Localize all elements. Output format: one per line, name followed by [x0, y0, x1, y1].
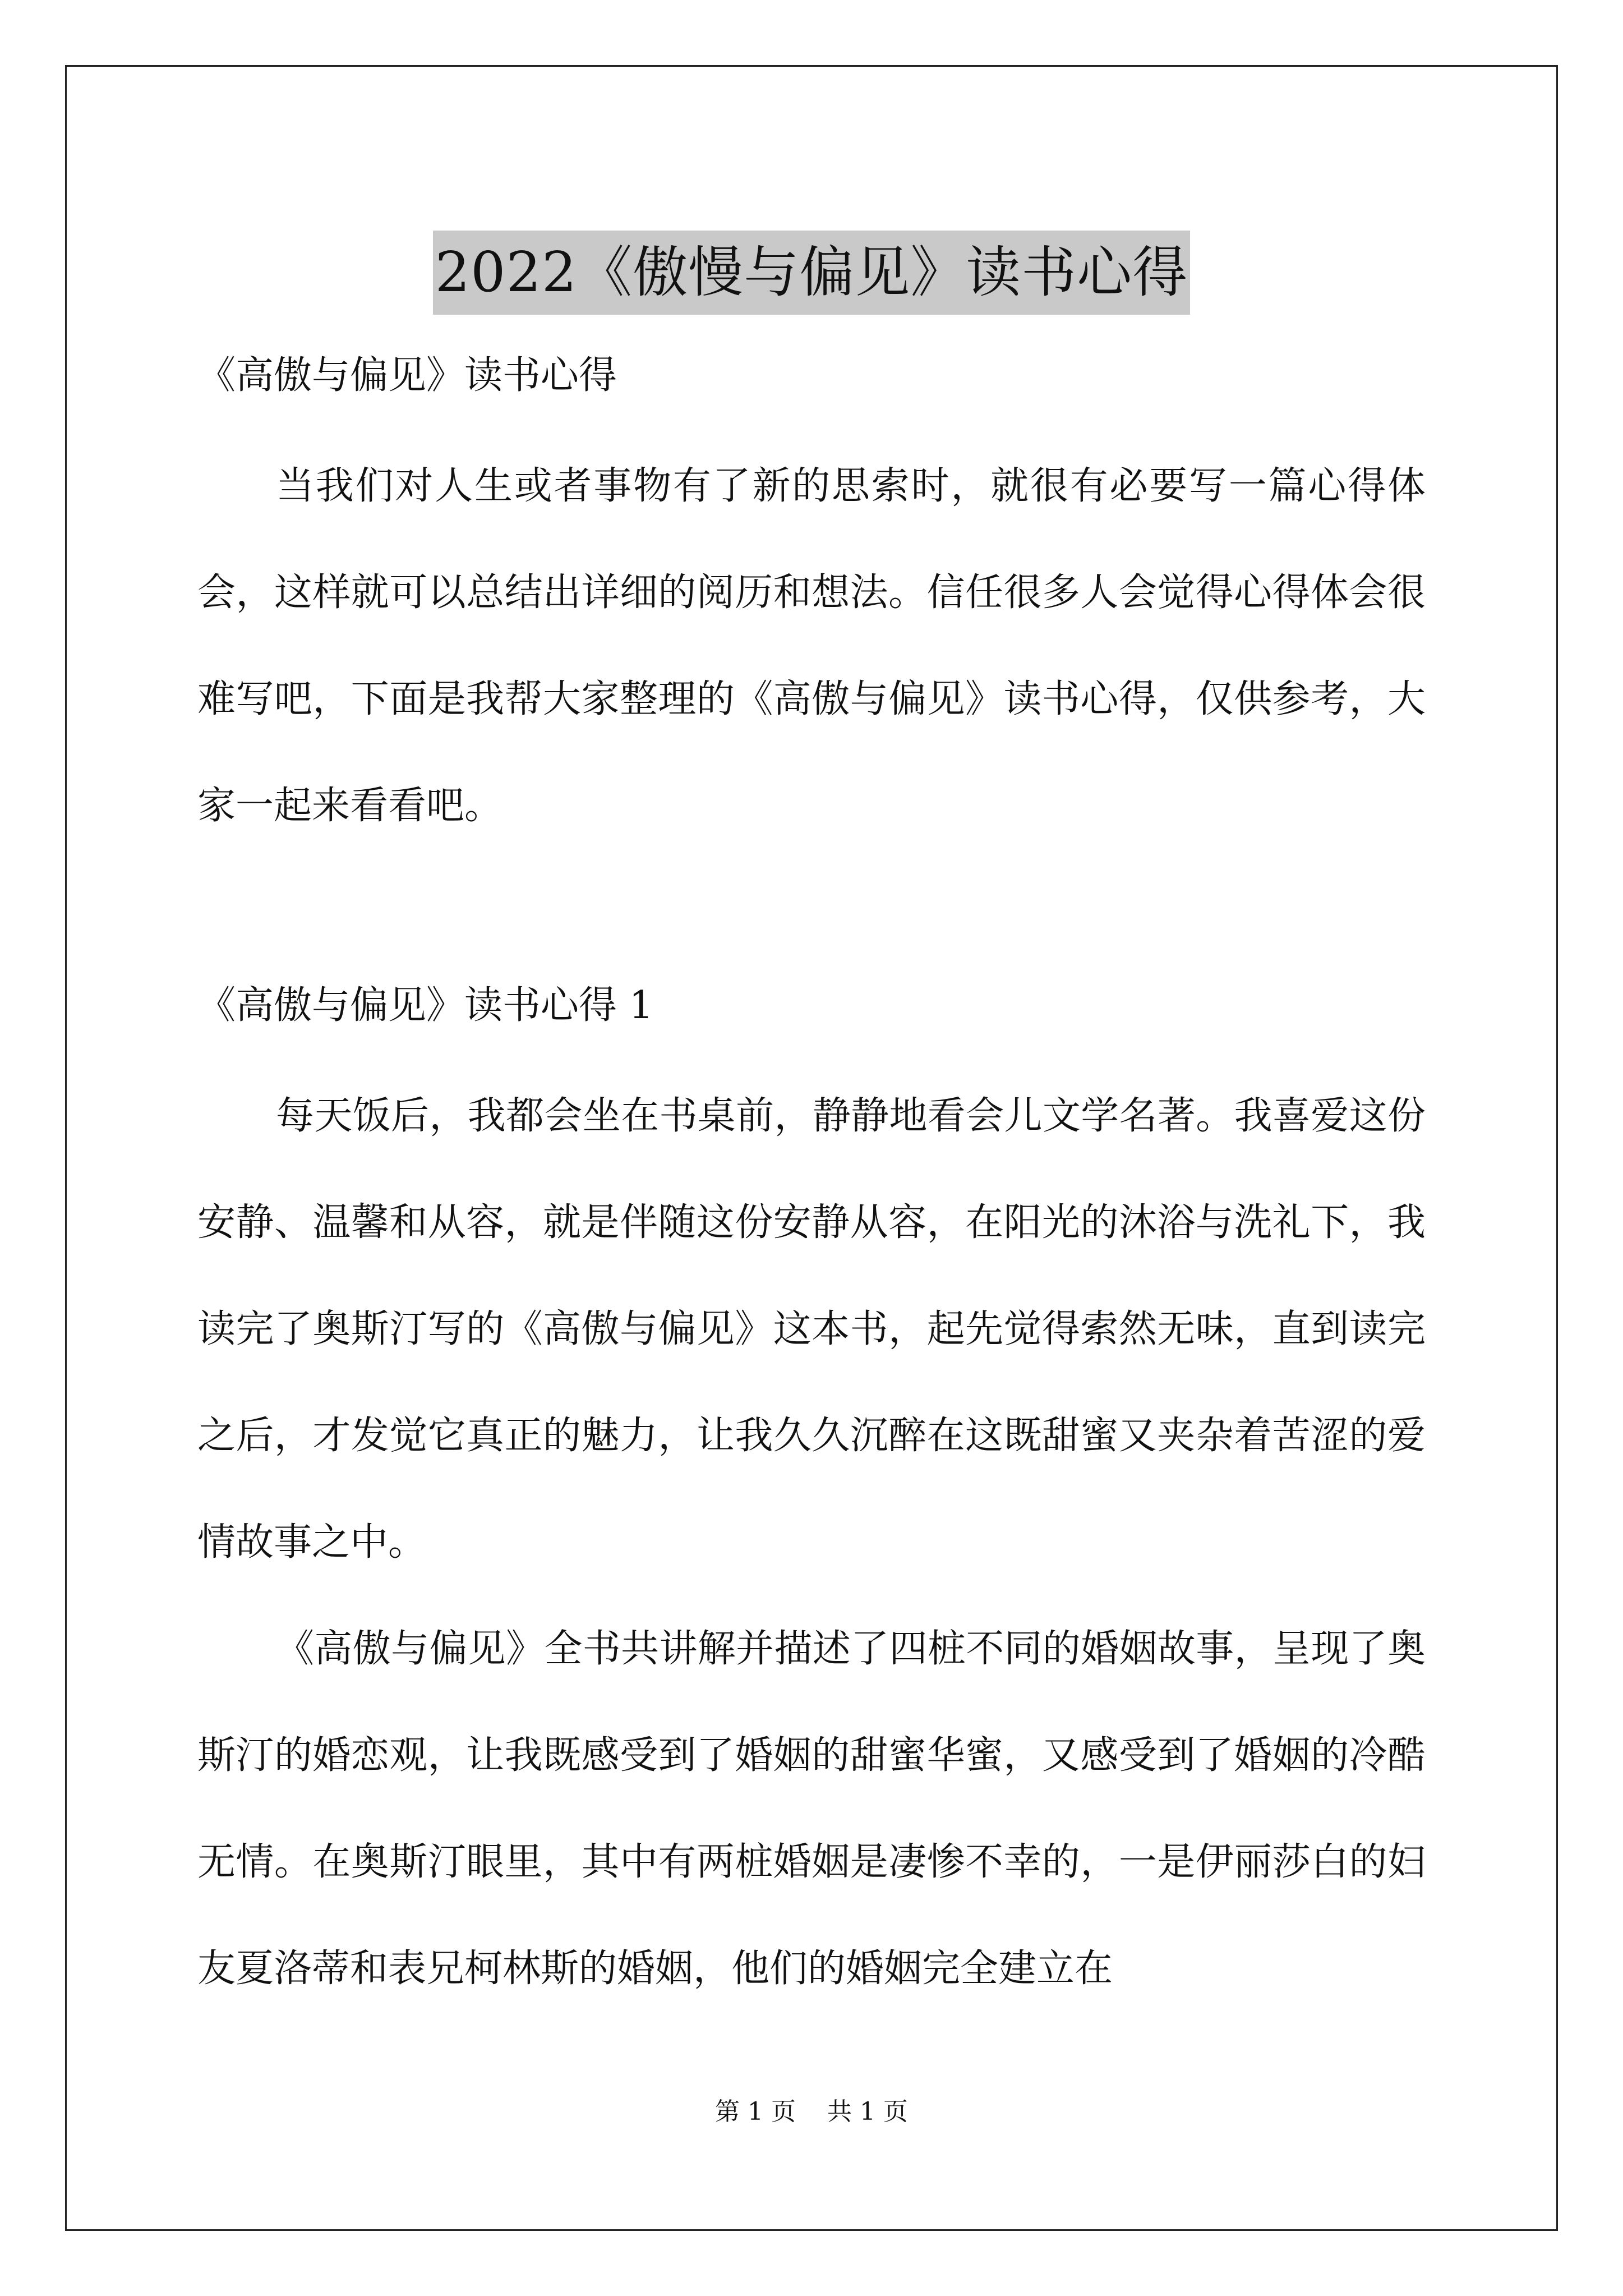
section-1-paragraph: 每天饭后，我都会坐在书桌前，静静地看会儿文学名著。我喜爱这份安静、温馨和从容，就是伴随这份安静从容，在阳光的沐浴与洗礼下，我读完了奥斯汀写的《高傲与偏见》这本书，起先觉得索然无味，直到读完之后，才发觉它真正的魅力，让我久久沉醉在这既甜蜜又夹杂着苦涩的爱情故事之中。 [197, 1094, 1426, 1565]
page-footer: 第 1 页 共 1 页 [715, 2097, 908, 2126]
document-title: 2022《傲慢与偏见》读书心得 [433, 231, 1190, 315]
intro-heading: 《高傲与偏见》读书心得 [197, 353, 617, 398]
section-1-paragraph: 《高傲与偏见》全书共讲解并描述了四桩不同的婚姻故事，呈现了奥斯汀的婚恋观，让我既感受到了婚姻的甜蜜华蜜，又感受到了婚姻的冷酷无情。在奥斯汀眼里，其中有两桩婚姻是凄惨不幸的，一是伊丽莎白的妇友夏洛蒂和表兄柯林斯的婚姻，他们的婚姻完全建立在 [197, 1627, 1426, 1991]
document-body [197, 314, 1426, 2022]
section-1-heading: 《高傲与偏见》读书心得 1 [197, 983, 653, 1028]
intro-paragraph: 当我们对人生或者事物有了新的思索时，就很有必要写一篇心得体会，这样就可以总结出详细的阅历和想法。信任很多人会觉得心得体会很难写吧，下面是我帮大家整理的《高傲与偏见》读书心得，仅供参考，大家一起来看看吧。 [197, 464, 1426, 828]
